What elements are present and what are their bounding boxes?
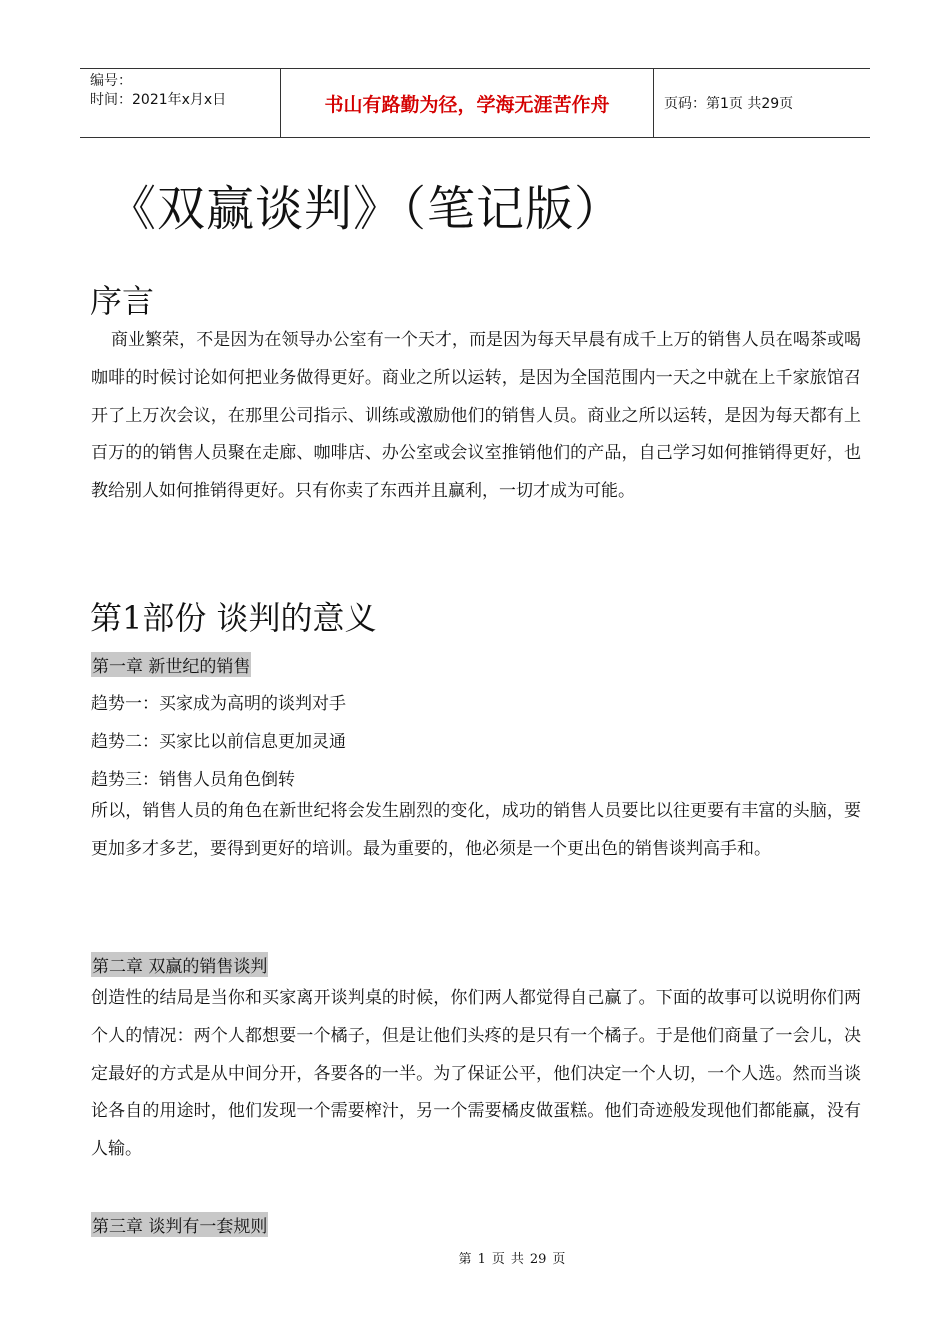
footer-gong: 共	[510, 1252, 524, 1267]
footer-ye2: 页	[552, 1252, 566, 1267]
document-date-label: 时间：2021年x月x日	[90, 92, 227, 108]
chapter3-title: 第三章 谈判有一套规则	[91, 1212, 268, 1237]
header-page-info: 页码：第1页 共29页	[664, 96, 794, 112]
document-number-label: 编号：	[90, 73, 132, 89]
preface-heading: 序言	[90, 282, 155, 320]
page-footer	[0, 1248, 950, 1267]
trend3-line: 趋势三：销售人员角色倒转	[91, 770, 295, 790]
chapter1-paragraph: 所以，销售人员的角色在新世纪将会发生剧烈的变化，成功的销售人员要比以往更要有丰富的头脑，要更加多才多艺，要得到更好的培训。最为重要的，他必须是一个更出色的销售谈判高手和。	[91, 801, 861, 859]
trend2-line: 趋势二：买家比以前信息更加灵通	[91, 732, 346, 752]
part1-heading: 第1部份 谈判的意义	[90, 599, 377, 637]
footer-page-number: 1	[477, 1252, 486, 1267]
header-motto: 书山有路勤为径，学海无涯苦作舟	[280, 69, 654, 137]
footer-ye: 页	[491, 1252, 505, 1267]
chapter1-title: 第一章 新世纪的销售	[91, 652, 251, 677]
chapter2-paragraph: 创造性的结局是当你和买家离开谈判桌的时候，你们两人都觉得自己赢了。下面的故事可以说明你们两个人的情况：两个人都想要一个橘子，但是让他们头疼的是只有一个橘子。于是他们商量了一会儿，决定最好的方式是从中间分开，各要各的一半。为了保证公平，他们决定一个人切，一个人选。然而当谈论各自的用途时，他们发现一个需要榨汁，另一个需要橘皮做蛋糕。他们奇迹般发现他们都能赢，没有人输。	[91, 988, 861, 1160]
footer-total-pages: 29	[529, 1252, 547, 1267]
footer-di: 第	[458, 1252, 472, 1267]
page-header	[80, 68, 870, 138]
preface-paragraph: 商业繁荣，不是因为在领导办公室有一个天才，而是因为每天早晨有成千上万的销售人员在喝茶或喝咖啡的时候讨论如何把业务做得更好。商业之所以运转，是因为全国范围内一天之中就在上千家旅馆召开了上万次会议，在那里公司指示、训练或激励他们的销售人员。商业之所以运转，是因为每天都有上百万的的销售人员聚在走廊、咖啡店、办公室或会议室推销他们的产品，自己学习如何推销得更好，也教给别人如何推销得更好。只有你卖了东西并且赢利，一切才成为可能。	[91, 330, 861, 502]
chapter2-title: 第二章 双赢的销售谈判	[91, 952, 268, 977]
header-meta	[80, 69, 280, 137]
trend1-line: 趋势一：买家成为高明的谈判对手	[91, 694, 346, 714]
document-title: 《双赢谈判》（笔记版）	[108, 181, 624, 237]
